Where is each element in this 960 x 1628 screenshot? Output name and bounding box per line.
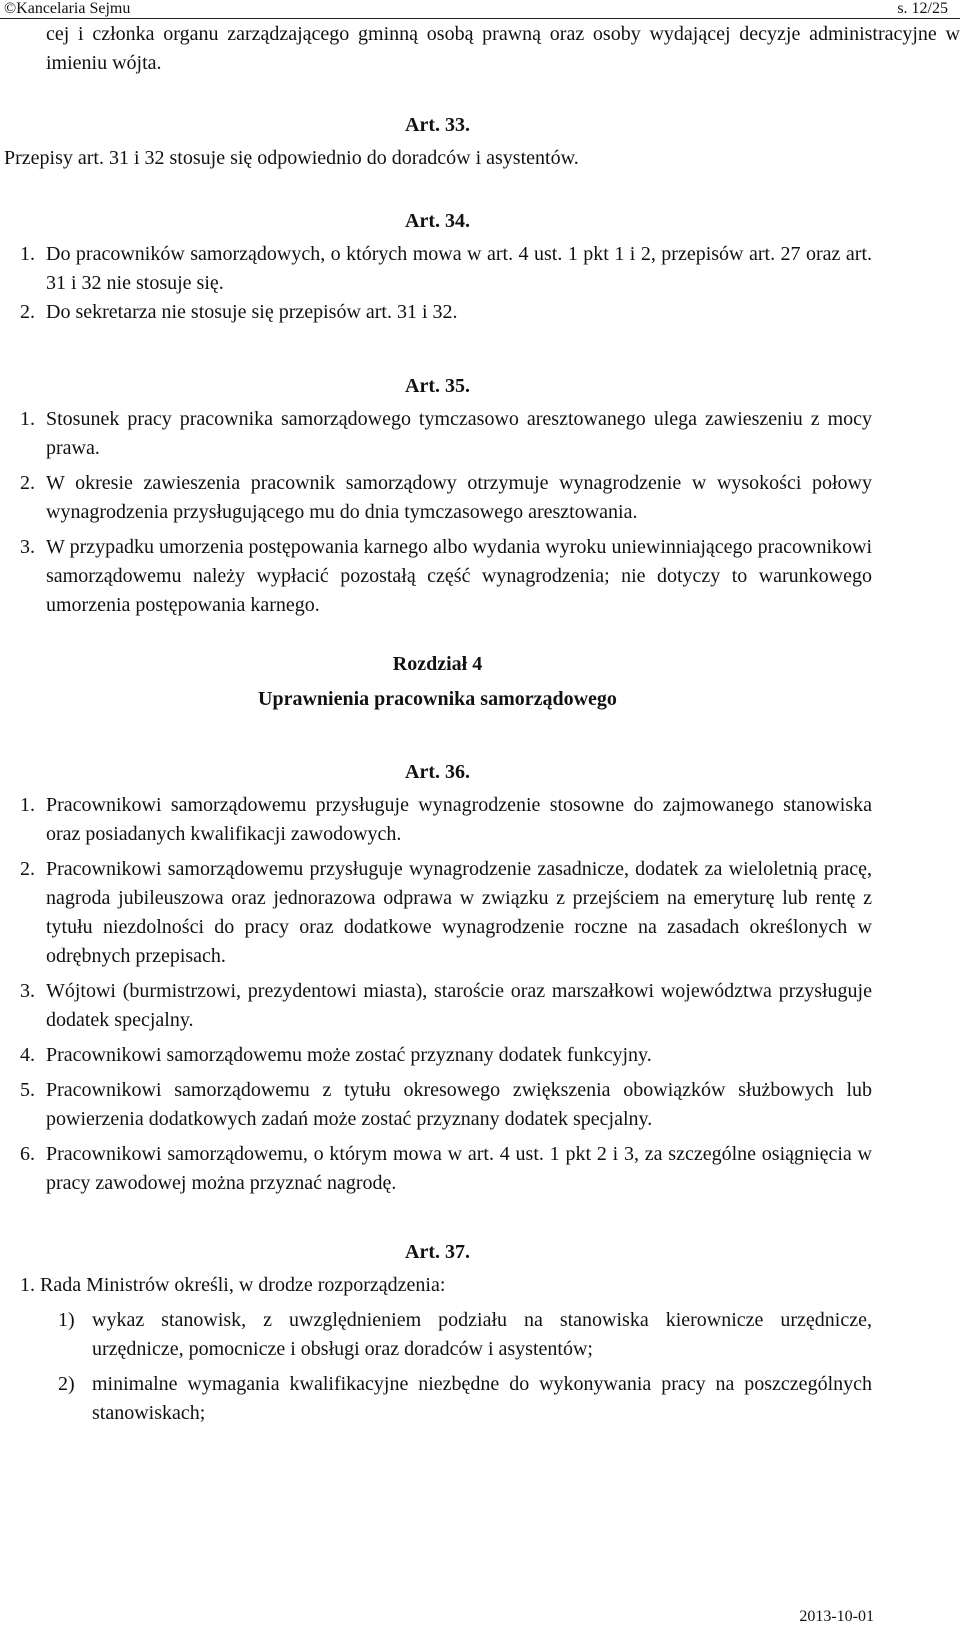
header-page-number: s. 12/25 xyxy=(897,0,948,17)
item-number: 3. xyxy=(20,980,35,1002)
point-text: minimalne wymagania kwalifikacyjne niezbędne do wykonywania pracy na poszczególnych stanowiskach; xyxy=(92,1373,872,1424)
item-text: Pracownikowi samorządowemu przysługuje wynagrodzenie zasadnicze, dodatek za wieloletnią pracę, nagroda jubileuszowa oraz jednorazowa odprawa w związku z przejściem na emeryturę lub rentę z tytułu niezdolności do pracy oraz dodatkowe wynagrodzenie roczne na zasadach określonych w odrębnych przepisach. xyxy=(46,858,872,967)
footer-date: 2013-10-01 xyxy=(799,1608,874,1625)
article-36-item xyxy=(20,791,872,849)
item-number: 1. xyxy=(20,794,35,816)
item-text: Pracownikowi samorządowemu może zostać przyznany dodatek funkcyjny. xyxy=(46,1044,652,1066)
article-35-title: Art. 35. xyxy=(405,375,470,397)
article-34-title: Art. 34. xyxy=(405,210,470,232)
article-36-item xyxy=(20,1140,872,1198)
point-text: wykaz stanowisk, z uwzględnieniem podziału na stanowiska kierownicze urzędnicze, urzędnicze, pomocnicze i obsługi oraz doradców i asystentów; xyxy=(92,1309,872,1360)
article-36-title: Art. 36. xyxy=(405,761,470,783)
header-divider xyxy=(0,18,960,19)
chapter-title: Uprawnienia pracownika samorządowego xyxy=(258,688,617,710)
intro-paragraph: cej i członka organu zarządzającego gminną osobą prawną oraz osoby wydającej decyzje administracyjne w imieniu wójta. xyxy=(46,23,960,74)
item-number: 2. xyxy=(20,472,35,494)
item-text: Pracownikowi samorządowemu, o którym mowa w art. 4 ust. 1 pkt 2 i 3, za szczególne osiągnięcia w pracy zawodowej można przyznać nagrodę. xyxy=(46,1143,872,1194)
article-36-item xyxy=(20,1076,872,1134)
document-body xyxy=(0,20,960,1434)
item-number: 1. xyxy=(20,408,35,430)
item-text: Stosunek pracy pracownika samorządowego tymczasowo aresztowanego ulega zawieszeniu z mocy prawa. xyxy=(46,408,872,459)
article-33-text: Przepisy art. 31 i 32 stosuje się odpowiednio do doradców i asystentów. xyxy=(4,147,579,169)
article-34-item xyxy=(20,298,872,327)
item-number: 1. xyxy=(20,243,35,265)
chapter-number: Rozdział 4 xyxy=(392,653,483,675)
point-number: 2) xyxy=(58,1373,75,1395)
article-37-point xyxy=(58,1370,872,1428)
article-36-item xyxy=(20,1041,872,1070)
article-35-item xyxy=(20,405,872,463)
item-text: Pracownikowi samorządowemu przysługuje wynagrodzenie stosowne do zajmowanego stanowiska oraz posiadanych kwalifikacji zawodowych. xyxy=(46,794,872,845)
item-text: W okresie zawieszenia pracownik samorządowy otrzymuje wynagrodzenie w wysokości połowy wynagrodzenia przysługującego mu do dnia tymczasowego aresztowania. xyxy=(46,472,872,523)
article-37-point xyxy=(58,1306,872,1364)
article-35-item xyxy=(20,533,872,620)
item-text: W przypadku umorzenia postępowania karnego albo wydania wyroku uniewinniającego pracownikowi samorządowemu należy wypłacić pozostałą część wynagrodzenia; nie dotyczy to warunkowego umorzenia postępowania karnego. xyxy=(46,536,872,616)
item-text: Wójtowi (burmistrzowi, prezydentowi miasta), staroście oraz marszałkowi województwa przysługuje dodatek specjalny. xyxy=(46,980,872,1031)
item-number: 3. xyxy=(20,536,35,558)
item-number: 2. xyxy=(20,858,35,880)
article-36-item xyxy=(20,977,872,1035)
point-number: 1) xyxy=(58,1309,75,1331)
item-text: Pracownikowi samorządowemu z tytułu okresowego zwiększenia obowiązków służbowych lub powierzenia dodatkowych zadań może zostać przyznany dodatek specjalny. xyxy=(46,1079,872,1130)
article-36-item xyxy=(20,855,872,971)
article-34-item xyxy=(20,240,872,298)
item-text: Do sekretarza nie stosuje się przepisów art. 31 i 32. xyxy=(46,301,458,323)
item-number: 2. xyxy=(20,301,35,323)
article-33-title: Art. 33. xyxy=(405,114,470,136)
article-37-title: Art. 37. xyxy=(405,1241,470,1263)
item-number: 4. xyxy=(20,1044,35,1066)
article-37-lead: 1. Rada Ministrów określi, w drodze rozporządzenia: xyxy=(20,1274,446,1296)
article-35-item xyxy=(20,469,872,527)
header-source: ©Kancelaria Sejmu xyxy=(4,0,131,17)
item-number: 5. xyxy=(20,1079,35,1101)
item-number: 6. xyxy=(20,1143,35,1165)
item-text: Do pracowników samorządowych, o których mowa w art. 4 ust. 1 pkt 1 i 2, przepisów art. 27 oraz art. 31 i 32 nie stosuje się. xyxy=(46,243,872,294)
